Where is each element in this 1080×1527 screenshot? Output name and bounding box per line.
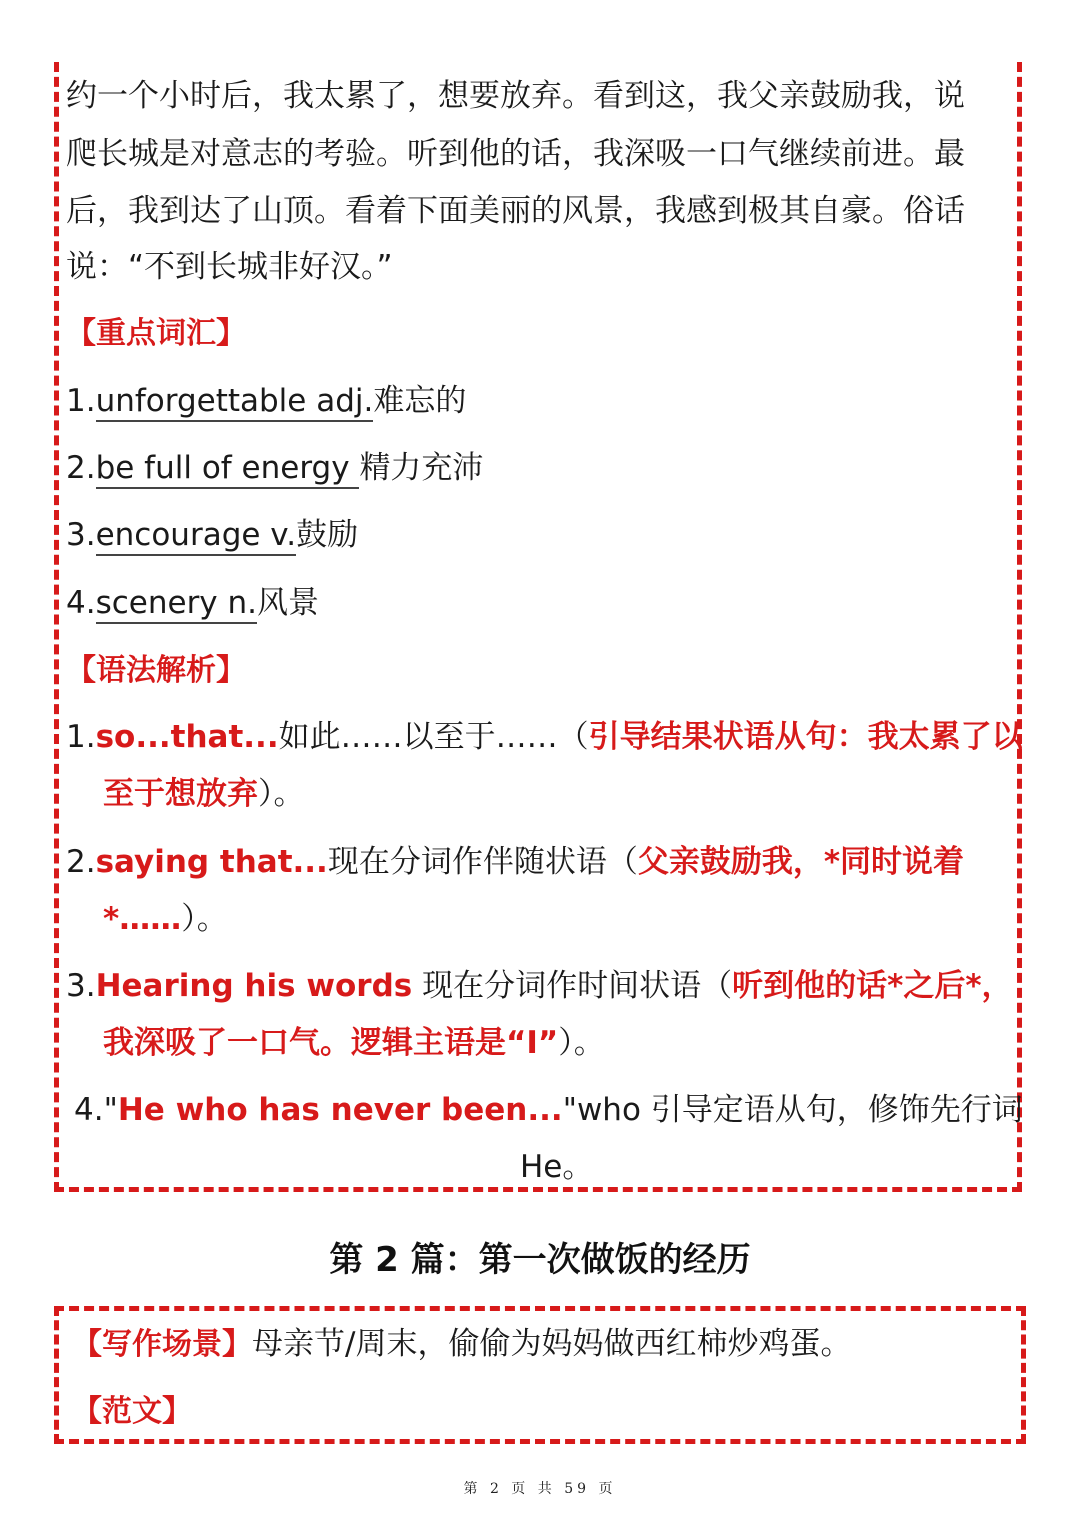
vocab-meaning: 风景 [257,585,320,621]
grammar-key: He who has never been... [117,1092,563,1128]
grammar-key: Hearing his words [95,968,413,1004]
vocab-word: be full of energy [96,450,360,489]
grammar-note: 父亲鼓励我，*同时说着 [637,844,965,880]
vocab-word: encourage v. [96,517,297,556]
vocab-word: unforgettable adj. [96,383,374,422]
vocab-item [66,381,466,421]
grammar-desc: 如此……以至于……（ [278,719,589,755]
vocab-meaning: 难忘的 [373,383,467,419]
model-label: 【范文】 [72,1394,192,1429]
grammar-key: saying that... [95,844,328,880]
grammar-note: 我深吸了一口气。逻辑主语是“I” [103,1025,559,1061]
scene-text: 母亲节/周末，偷偷为妈妈做西红柿炒鸡蛋。 [252,1326,852,1362]
grammar-item-cont [103,1023,605,1063]
grammar-close: ）。 [258,776,305,812]
passage-line: 约一个小时后，我太累了，想要放弃。看到这，我父亲鼓励我，说 [66,78,965,114]
vocab-meaning: 精力充沛 [359,450,484,486]
vocab-num: 1. [66,383,96,419]
grammar-desc: 现在分词作时间状语（ [412,968,733,1004]
grammar-item [66,842,964,882]
grammar-item-cont [103,774,305,814]
grammar-key: so...that... [95,719,279,755]
grammar-note: *…… [103,901,182,937]
scene-label: 【写作场景】 [72,1327,252,1362]
section-title: 第 2 篇：第一次做饭的经历 [329,1240,751,1280]
grammar-desc: 现在分词作伴随状语（ [327,844,638,880]
grammar-note: 至于想放弃 [103,776,258,812]
grammar-item [66,717,1023,757]
grammar-close: ）。 [558,1025,605,1061]
vocab-item [66,515,358,555]
vocab-heading: 【重点词汇】 [66,316,246,351]
vocab-num: 2. [66,450,96,486]
passage-line: 说：“不到长城非好汉。” [66,249,393,285]
vocab-meaning: 鼓励 [296,517,359,553]
grammar-item [74,1090,1023,1130]
vocab-word: scenery n. [96,585,257,624]
grammar-close: ）。 [181,901,228,937]
grammar-item-cont [103,899,228,939]
grammar-desc: "who 引导定语从句，修饰先行词 [562,1092,1023,1128]
grammar-note: 引导结果状语从句：我太累了以 [588,719,1023,755]
grammar-item-cont: He。 [520,1149,594,1185]
grammar-heading: 【语法解析】 [66,653,246,688]
passage-line: 爬长城是对意志的考验。听到他的话，我深吸一口气继续前进。最 [66,136,965,172]
vocab-item [66,583,319,623]
grammar-note: 听到他的话*之后*， [732,968,1013,1004]
page-footer: 第 2 页 共 59 页 [463,1481,617,1497]
vocab-item [66,448,483,488]
vocab-num: 3. [66,517,96,553]
grammar-num: 3. [66,968,96,1004]
vocab-num: 4. [66,585,96,621]
passage-line: 后，我到达了山顶。看着下面美丽的风景，我感到极其自豪。俗话 [66,193,965,229]
scene-line [72,1324,851,1365]
grammar-num: 2. [66,844,96,880]
grammar-num: 1. [66,719,96,755]
grammar-num: 4." [74,1092,118,1128]
grammar-item [66,966,1013,1006]
